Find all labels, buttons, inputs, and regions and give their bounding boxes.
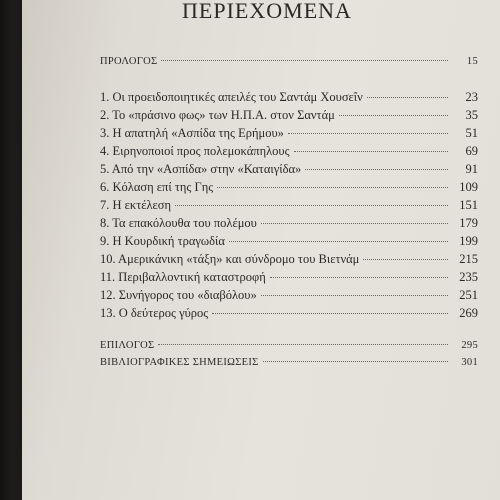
toc-entry-page: 235 — [459, 270, 478, 284]
toc-entry-chapter-10 — [100, 252, 478, 267]
toc-entry-page: 179 — [459, 216, 478, 230]
toc-entry-label: 13. Ο δεύτερος γύρος — [100, 306, 209, 320]
toc-entry-page: 15 — [466, 56, 478, 67]
toc-entry-label: 1. Οι προειδοποιητικές απειλές του Σαντάμ Χουσεΐν — [100, 90, 363, 104]
toc-entry-label: 12. Συνήγορος του «διαβόλου» — [100, 288, 257, 302]
toc-entry-page: 35 — [465, 108, 478, 122]
toc-entry-page: 295 — [461, 340, 478, 351]
toc-entry-label: ΒΙΒΛΙΟΓΡΑΦΙΚΕΣ ΣΗΜΕΙΩΣΕΙΣ — [100, 357, 259, 368]
toc-entry-chapter-1 — [100, 90, 478, 105]
toc-entry-page: 109 — [459, 180, 478, 194]
toc-entry-chapter-11 — [100, 270, 478, 285]
page-title: ΠΕΡΙΕΧΟΜΕΝΑ — [182, 0, 352, 23]
dot-leader — [261, 295, 448, 296]
toc-entry-page: 251 — [459, 288, 478, 302]
dot-leader — [261, 223, 448, 224]
dot-leader — [288, 133, 448, 134]
toc-entry-label: 3. Η απατηλή «Ασπίδα της Ερήμου» — [100, 126, 284, 140]
dot-leader — [175, 205, 448, 206]
dot-leader — [270, 277, 448, 278]
dot-leader — [212, 313, 448, 314]
toc-entry-page: 215 — [459, 252, 478, 266]
toc-entry-label: 10. Αμερικάνικη «τάξη» και σύνδρομο του Βιετνάμ — [100, 252, 360, 266]
dot-leader — [363, 259, 448, 260]
toc-entry-epilogue — [100, 340, 478, 351]
dot-leader — [294, 151, 448, 152]
toc-entry-chapter-12 — [100, 288, 478, 303]
toc-entry-page: 151 — [459, 198, 478, 212]
book-page — [22, 0, 500, 500]
dot-leader — [367, 97, 448, 98]
toc-entry-page: 199 — [459, 234, 478, 248]
toc-entry-label: 7. Η εκτέλεση — [100, 198, 172, 212]
dot-leader — [161, 60, 448, 61]
toc-entry-chapter-8 — [100, 216, 478, 231]
dot-leader — [229, 241, 448, 242]
toc-entry-chapter-13 — [100, 306, 478, 321]
toc-entry-label: 11. Περιβαλλοντική καταστροφή — [100, 270, 266, 284]
toc-entry-bibliography — [100, 357, 478, 368]
dot-leader — [339, 115, 448, 116]
toc-entry-label: 2. Το «πράσινο φως» των Η.Π.Α. στον Σαντάμ — [100, 108, 335, 122]
toc-entry-label: 6. Κόλαση επί της Γης — [100, 180, 214, 194]
dot-leader — [263, 361, 448, 362]
toc-entry-label: 5. Από την «Ασπίδα» στην «Καταιγίδα» — [100, 162, 302, 176]
toc-entry-chapter-5 — [100, 162, 478, 177]
toc-entry-prologue — [100, 56, 478, 67]
toc-entry-page: 269 — [459, 306, 478, 320]
toc-entry-label: ΠΡΟΛΟΓΟΣ — [100, 56, 158, 67]
toc-entry-label: 9. Η Κουρδική τραγωδία — [100, 234, 225, 248]
toc-entry-page: 301 — [461, 357, 478, 368]
toc-entry-label: 8. Τα επακόλουθα του πολέμου — [100, 216, 257, 230]
toc-entry-chapter-2 — [100, 108, 478, 123]
dot-leader — [158, 344, 448, 345]
toc-entry-chapter-4 — [100, 144, 478, 159]
toc-entry-page: 69 — [465, 144, 478, 158]
toc-entry-chapter-3 — [100, 126, 478, 141]
toc-entry-page: 91 — [465, 162, 478, 176]
toc-entry-label: ΕΠΙΛΟΓΟΣ — [100, 340, 155, 351]
dot-leader — [305, 169, 448, 170]
toc-entry-page: 51 — [465, 126, 478, 140]
toc-entry-chapter-7 — [100, 198, 478, 213]
toc-entry-chapter-6 — [100, 180, 478, 195]
toc-entry-label: 4. Ειρηνοποιοί προς πολεμοκάπηλους — [100, 144, 290, 158]
toc-entry-page: 23 — [465, 90, 478, 104]
dot-leader — [217, 187, 448, 188]
toc-entry-chapter-9 — [100, 234, 478, 249]
